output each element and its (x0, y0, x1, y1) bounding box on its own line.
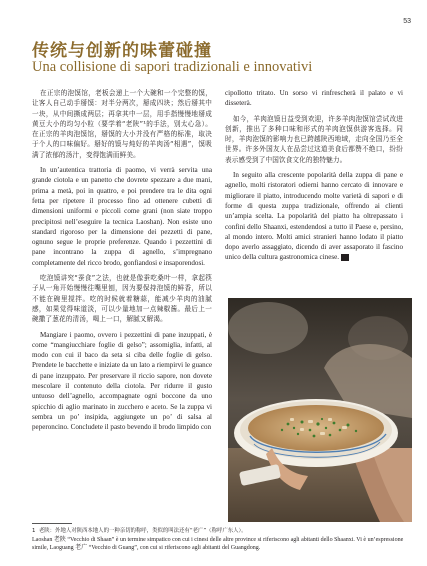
paragraph-cn-3: 如今，羊肉泡馍日益受到欢迎，许多羊肉泡馍馆尝试改进创新，推出了多种口味和形式的羊肉泡馍供游客选择。同时，羊肉泡馍的影响力也已跨越陕西地域，走向全国乃至全世界。许多外国友人在品尝过这道美食后都赞不绝口，纷纷表示感受到了中国饮食文化的独特魅力。 (225, 114, 403, 164)
paragraph-it-continued: cipollotto tritato. Un sorso vi rinfrescherà il palato e vi disseterà. (225, 89, 403, 108)
right-text-column (225, 88, 403, 268)
paragraph-it-3 (225, 170, 403, 263)
footnote-number: 1 (32, 528, 36, 534)
paragraph-it-3-text: In seguito alla crescente popolarità della zuppa di pane e agnello, molti ristoratori odierni hanno cercato di innovare e migliorare il piatto, introducendo molte varietà di sapori e di forme di questa zuppa tradizionale, offrendo ai clienti un’ampia scelta. La popolarità del piatto ha oltrepassato i confini dello Shaanxi, estendendosi a tutto il Paese e, persino, al mondo intero. Molti amici stranieri hanno lodato il piatto dopo averlo assaggiato, dicendo di aver assaporato il fascino unico della cultura gastronomica cinese. (225, 171, 403, 262)
footnote-chinese (32, 527, 404, 536)
footnote-italian: Laoshan 老陕 “Vecchio di Shaan” è un termine simpatico con cui i cinesi delle altre province si riferiscono agli abitanti dello Shaanxi. Vi è un’espressione simile, Laoguang 老广 “Vecchio di Guang”, con cui si riferiscono agli abitanti del Guangdong. (32, 536, 404, 552)
photo-illustration (228, 298, 412, 522)
paragraph-cn-2: 吃泡馍讲究“蚕食”之法，也就是像蚕吃桑叶一样，拿起筷子从一角开始慢慢往嘴里刨，因为要保持泡馍的鲜香，所以不能在碗里搅拌。吃的时候就着糖蒜，能减少羊肉的油腻感，如果觉得味道淡，可以少量地加一点辣椒酱。最后上一碗撒了葱花的清汤，喝上一口，解腻又解渴。 (32, 274, 212, 324)
paragraph-it-1: In un’autentica trattoria di paomo, vi verrà servita una grande ciotola e un panetto che dovrete spezzare a due mani, prima a metà, poi in quattro, e poi prendere tra le dita ogni fetta per ripetere il processo fino ad ottenere cubetti di dimensioni uniformi e piccoli come grani (non siate troppo precipitosi nell’eseguire la tecnica Laoshan). Non esiste uno standard rigoroso per la dimensione dei pezzetti di pane, ognuno segue le proprie preferenze. Quando i pezzettini di pane incontrano la zuppa di agnello, s’impregnano completamente del ricco brodo, gonfiandosi e insaporendosi. (32, 166, 212, 267)
bowl-of-soup-photo (228, 298, 412, 522)
page-number: 53 (403, 18, 411, 25)
footnote-cn-text: 老陕：外地人对陕西本地人的一种亲切的称呼，类似的叫法还有“老广”（称呼广东人）。 (38, 528, 247, 534)
footnote (32, 527, 404, 553)
paragraph-cn-1: 在正宗的泡馍馆，老板会递上一个大碗和一个完整的馍，让客人自己动手掰馍：对半分两次，掰成四块；然后掰其中一块，从中间撕成两层；再拿其中一层，用手指慢慢地掰成黄豆大小的均匀小粒（要学着“老陕”¹的手法，别太心急）。在正宗的羊肉泡馍馆，掰馍的大小并没有严格的标准，取决于个人的口味偏好。掰好的馍与炖好的羊肉汤“相遇”，馍吸满了浓郁的汤汁，变得饱满而鲜美。 (32, 89, 212, 159)
paragraph-it-2: Mangiare i paomo, ovvero i pezzettini di pane inzuppati, è come “mangiucchiare foglie di gelso”; assomiglia, infatti, al modo con cui il baco da seta si ciba delle foglie di gelso. Prendete le bacchette e iniziate da un lato a riempirvi le guance di pane inzuppato. Per preservare il riccio sapore, non dovete mescolare il contenuto della ciotola. Per ridurre il gusto untuoso dell’agnello, accompagnate ogni boccone da uno spicchio di aglio marinato in zucchero e aceto. Se la zuppa vi sembra un po’ insipida, aggiungete un po’ di salsa al peperoncino. Concludete il pasto bevendo il brodo limpido con (32, 330, 212, 432)
footnote-rule (32, 523, 72, 524)
page-title-italian: Una collisione di sapori tradizionali e innovativi (32, 59, 313, 75)
page-title-chinese: 传统与创新的味蕾碰撞 (32, 41, 212, 61)
end-of-article-icon: ⓘ (341, 254, 349, 261)
left-text-column (32, 88, 212, 438)
